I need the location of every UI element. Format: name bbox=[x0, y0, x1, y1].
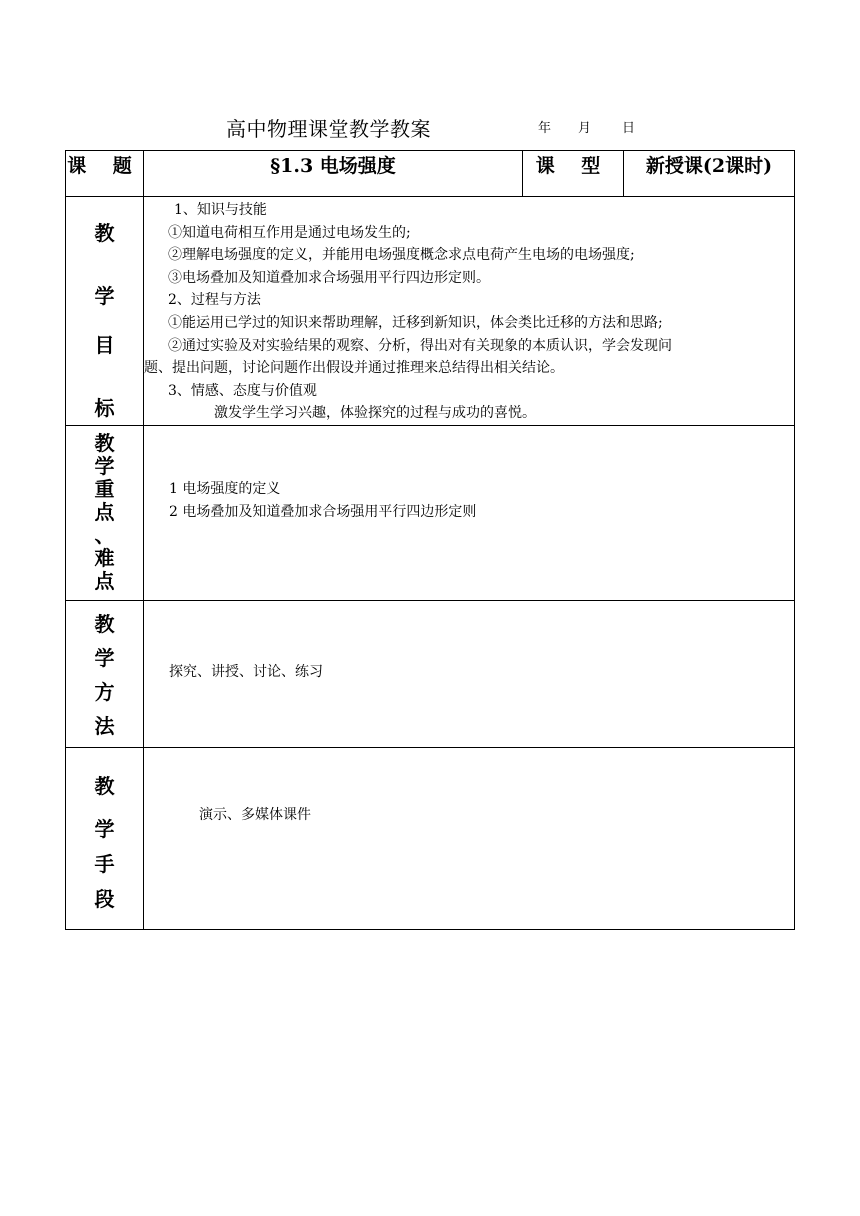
goals-line: ②理解电场强度的定义，并能用电场强度概念求点电荷产生电场的电场强度; bbox=[168, 247, 635, 264]
goals-line: 2、过程与方法 bbox=[168, 292, 261, 309]
goals-line: ②通过实验及对实验结果的观察、分析，得出对有关现象的本质认识，学会发现问 bbox=[168, 337, 672, 354]
goals-line: 1、知识与技能 bbox=[174, 202, 267, 218]
key-point-item: 1 电场强度的定义 bbox=[169, 480, 281, 497]
means-content bbox=[144, 747, 795, 929]
day-label: 日 bbox=[622, 121, 636, 136]
key-points-row bbox=[66, 425, 795, 600]
month-label: 月 bbox=[578, 121, 592, 136]
goals-line: ③电场叠加及知道叠加求合场强用平行四边形定则。 bbox=[168, 269, 490, 286]
method-text: 探究、讲授、讨论、练习 bbox=[169, 663, 323, 680]
key-points-content bbox=[144, 425, 795, 600]
key-point-item: 2 电场叠加及知道叠加求合场强用平行四边形定则 bbox=[169, 503, 477, 520]
topic-row bbox=[66, 151, 795, 197]
goals-line: ①知道电荷相互作用是通过电场发生的; bbox=[168, 224, 411, 241]
key-points-label: 教 学 重 点 、 难 点 bbox=[94, 430, 115, 593]
page-header bbox=[0, 116, 860, 144]
means-label: 教 学 手 段 bbox=[94, 773, 115, 911]
goals-content bbox=[144, 197, 795, 426]
method-label-cell bbox=[66, 600, 144, 747]
year-label: 年 bbox=[538, 121, 552, 136]
topic-value: §1.3 电场强度 bbox=[144, 151, 523, 197]
goals-line: 题、提出问题，讨论问题作出假设并通过推理来总结得出相关结论。 bbox=[144, 360, 564, 377]
goals-line: ①能运用已学过的知识来帮助理解，迁移到新知识，体会类比迁移的方法和思路; bbox=[168, 314, 663, 331]
means-text: 演示、多媒体课件 bbox=[199, 806, 311, 823]
method-row bbox=[66, 600, 795, 747]
key-points-label-cell bbox=[66, 425, 144, 600]
means-label-cell bbox=[66, 747, 144, 929]
goals-label: 教 学 目 标 bbox=[94, 221, 115, 420]
goals-row bbox=[66, 197, 795, 426]
lesson-plan-table bbox=[65, 150, 795, 930]
goals-line: 3、情感、态度与价值观 bbox=[168, 382, 317, 399]
goals-label-cell bbox=[66, 197, 144, 426]
lesson-type-value: 新授课(2课时) bbox=[624, 151, 795, 197]
method-label: 教 学 方 法 bbox=[94, 611, 115, 738]
lesson-type-label: 课 型 bbox=[523, 151, 624, 197]
method-content bbox=[144, 600, 795, 747]
topic-label: 课 题 bbox=[66, 151, 144, 197]
goals-line: 激发学生学习兴趣，体验探究的过程与成功的喜悦。 bbox=[214, 405, 536, 422]
document-title: 高中物理课堂教学教案 bbox=[226, 117, 431, 141]
means-row bbox=[66, 747, 795, 929]
